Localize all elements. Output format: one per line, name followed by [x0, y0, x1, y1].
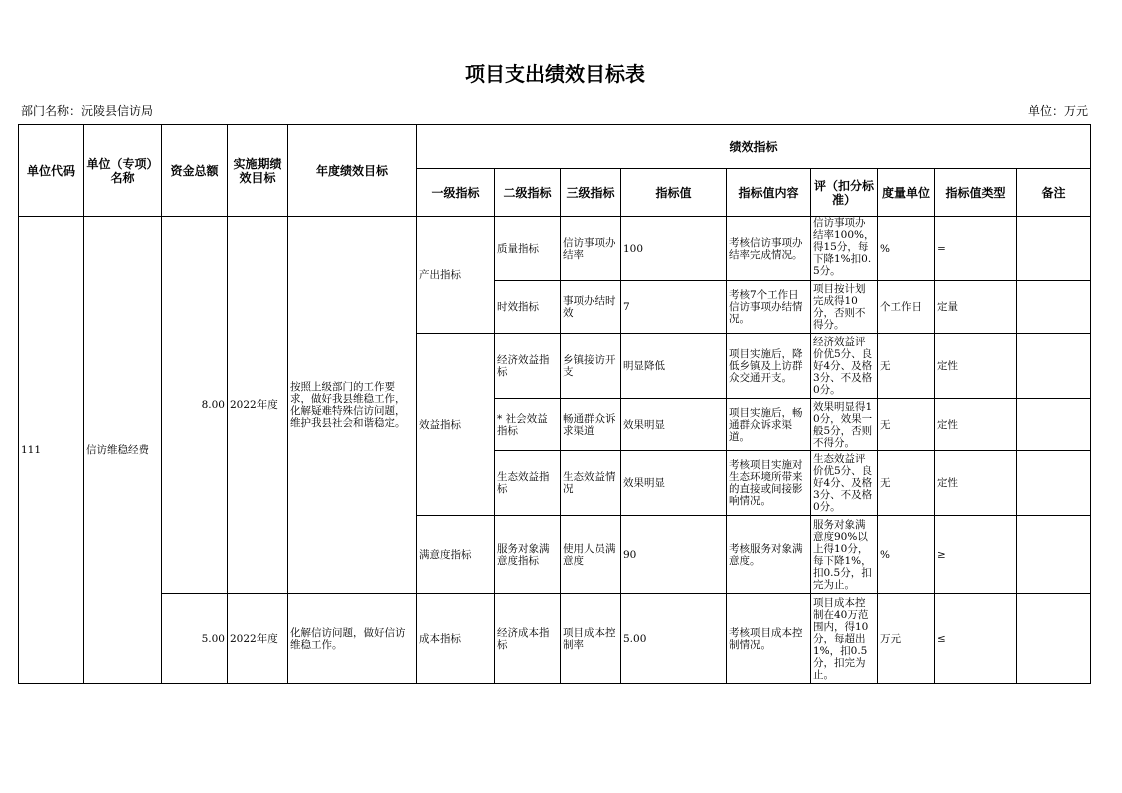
performance-table: [18, 124, 1091, 684]
header-level2: 二级指标: [495, 169, 561, 217]
period-goal: 2022年度: [228, 217, 288, 594]
level3-indicator: 信访事项办结率: [561, 217, 621, 281]
indicator-content: 考核信访事项办结率完成情况。: [727, 217, 811, 281]
unit-name: 信访维稳经费: [84, 217, 162, 684]
header-unit-name: 单位（专项）名称: [84, 125, 162, 217]
indicator-content: 考核服务对象满意度。: [727, 516, 811, 594]
measure-unit: 个工作日: [878, 281, 935, 334]
header-unit-code: 单位代码: [19, 125, 84, 217]
header-performance: 绩效指标: [417, 125, 1091, 169]
header-value: 指标值: [621, 169, 727, 217]
level3-indicator: 项目成本控制率: [561, 594, 621, 684]
indicator-value: 100: [621, 217, 727, 281]
indicator-value: 明显降低: [621, 334, 727, 399]
period-goal: 2022年度: [228, 594, 288, 684]
value-type: ≥: [935, 516, 1017, 594]
funds-amount: 8.00: [162, 217, 228, 594]
score-standard: 经济效益评价优5分、良好4分、及格3分、不及格0分。: [811, 334, 878, 399]
indicator-value: 5.00: [621, 594, 727, 684]
level1-indicator: 满意度指标: [417, 516, 495, 594]
note: [1017, 451, 1091, 516]
score-standard: 生态效益评价优5分、良好4分、及格3分、不及格0分。: [811, 451, 878, 516]
level2-indicator: 生态效益指标: [495, 451, 561, 516]
level3-indicator: 乡镇接访开支: [561, 334, 621, 399]
level2-indicator: 质量指标: [495, 217, 561, 281]
unit-label: 单位：万元: [1027, 104, 1088, 118]
value-type: 定性: [935, 451, 1017, 516]
level3-indicator: 畅通群众诉求渠道: [561, 399, 621, 451]
note: [1017, 516, 1091, 594]
funds-amount: 5.00: [162, 594, 228, 684]
measure-unit: %: [878, 217, 935, 281]
level1-indicator: 产出指标: [417, 217, 495, 334]
header-content: 指标值内容: [727, 169, 811, 217]
department-label: 部门名称：沅陵县信访局: [21, 104, 154, 118]
measure-unit: 无: [878, 399, 935, 451]
level2-indicator: 经济成本指标: [495, 594, 561, 684]
level3-indicator: 事项办结时效: [561, 281, 621, 334]
indicator-value: 90: [621, 516, 727, 594]
note: [1017, 594, 1091, 684]
value-type: 定性: [935, 399, 1017, 451]
level1-indicator: 效益指标: [417, 334, 495, 516]
indicator-content: 项目实施后，降低乡镇及上访群众交通开支。: [727, 334, 811, 399]
level2-indicator: * 社会效益指标: [495, 399, 561, 451]
page-title: 项目支出绩效目标表: [465, 62, 645, 86]
note: [1017, 281, 1091, 334]
indicator-content: 考核项目成本控制情况。: [727, 594, 811, 684]
table-row: [19, 217, 1091, 281]
header-level1: 一级指标: [417, 169, 495, 217]
score-standard: 信访事项办结率100%，得15分，每下降1%扣0.5分。: [811, 217, 878, 281]
level2-indicator: 时效指标: [495, 281, 561, 334]
annual-goal: 化解信访问题，做好信访维稳工作。: [288, 594, 417, 684]
score-standard: 服务对象满意度90%以上得10分，每下降1%，扣0.5分，扣完为止。: [811, 516, 878, 594]
value-type: =: [935, 217, 1017, 281]
value-type: ≤: [935, 594, 1017, 684]
note: [1017, 217, 1091, 281]
header-score: 评（扣分标准）: [811, 169, 878, 217]
measure-unit: 无: [878, 451, 935, 516]
level3-indicator: 使用人员满意度: [561, 516, 621, 594]
indicator-value: 7: [621, 281, 727, 334]
indicator-value: 效果明显: [621, 451, 727, 516]
level2-indicator: 经济效益指标: [495, 334, 561, 399]
annual-goal: 按照上级部门的工作要求，做好我县维稳工作，化解疑难特殊信访问题，维护我县社会和谐稳定。: [288, 217, 417, 594]
level1-indicator: 成本指标: [417, 594, 495, 684]
header-period-goal: 实施期绩效目标: [228, 125, 288, 217]
level2-indicator: 服务对象满意度指标: [495, 516, 561, 594]
header-value-type: 指标值类型: [935, 169, 1017, 217]
score-standard: 项目按计划完成得10分，否则不得分。: [811, 281, 878, 334]
indicator-value: 效果明显: [621, 399, 727, 451]
measure-unit: 无: [878, 334, 935, 399]
note: [1017, 399, 1091, 451]
score-standard: 项目成本控制在40万范围内，得10分，每超出1%，扣0.5分，扣完为止。: [811, 594, 878, 684]
header-annual-goal: 年度绩效目标: [288, 125, 417, 217]
indicator-content: 项目实施后，畅通群众诉求渠道。: [727, 399, 811, 451]
indicator-content: 考核7个工作日信访事项办结情况。: [727, 281, 811, 334]
table-row: [19, 594, 1091, 684]
level3-indicator: 生态效益情况: [561, 451, 621, 516]
value-type: 定量: [935, 281, 1017, 334]
header-note: 备注: [1017, 169, 1091, 217]
indicator-content: 考核项目实施对生态环境所带来的直接或间接影响情况。: [727, 451, 811, 516]
header-level3: 三级指标: [561, 169, 621, 217]
measure-unit: 万元: [878, 594, 935, 684]
unit-code: 111: [19, 217, 84, 684]
value-type: 定性: [935, 334, 1017, 399]
score-standard: 效果明显得10分，效果一般5分，否则不得分。: [811, 399, 878, 451]
measure-unit: %: [878, 516, 935, 594]
note: [1017, 334, 1091, 399]
header-measure: 度量单位: [878, 169, 935, 217]
header-funds: 资金总额: [162, 125, 228, 217]
